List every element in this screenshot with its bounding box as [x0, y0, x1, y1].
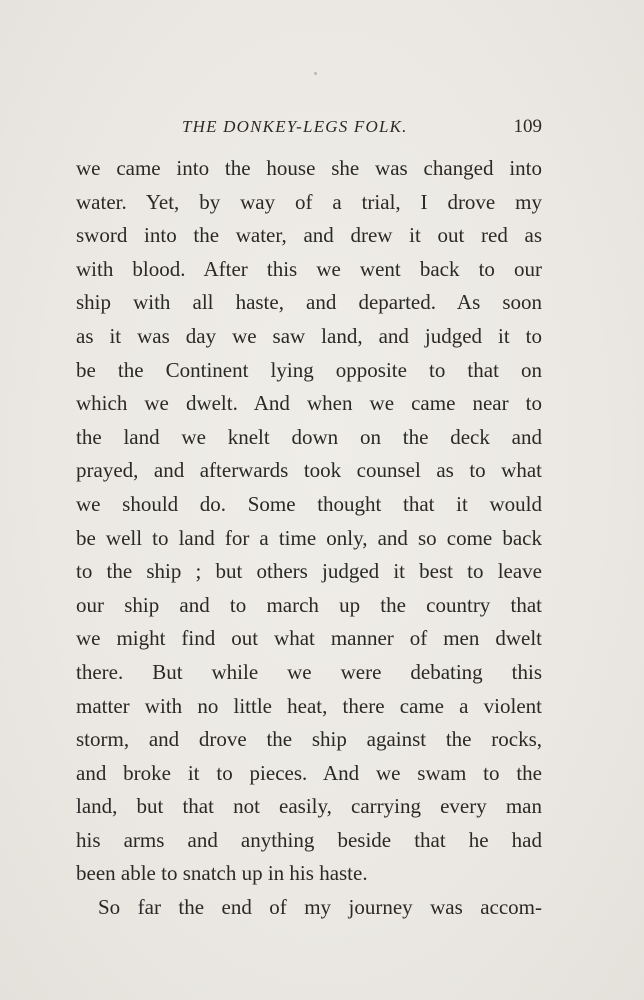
text-line: sword into the water, and drew it out red as	[76, 223, 542, 248]
text-line: to the ship ; but others judged it best to leave	[76, 559, 542, 584]
text-line: land, but that not easily, carrying every man	[76, 794, 542, 819]
text-line: we came into the house she was changed into	[76, 156, 542, 180]
text-line: which we dwelt. And when we came near to	[76, 391, 542, 416]
text-line: be the Continent lying opposite to that on	[76, 357, 542, 382]
text-line: and broke it to pieces. And we swam to the	[76, 760, 542, 785]
text-line: there. But while we were debating this	[76, 659, 542, 684]
text-line: storm, and drove the ship against the rocks,	[76, 727, 542, 752]
text-line: matter with no little heat, there came a violent	[76, 693, 542, 718]
text-line: the land we knelt down on the deck and	[76, 424, 542, 449]
text-line: water. Yet, by way of a trial, I drove my	[76, 189, 542, 214]
paragraph-end-line: been able to snatch up in his haste.	[76, 861, 368, 886]
text-line: as it was day we saw land, and judged it to	[76, 323, 542, 348]
text-line: be well to land for a time only, and so come back	[76, 525, 542, 550]
page-number: 109	[513, 116, 542, 137]
paper-speck	[314, 72, 317, 75]
text-line: ship with all haste, and departed. As soon	[76, 290, 542, 315]
text-line: his arms and anything beside that he had	[76, 827, 542, 852]
running-title: THE DONKEY-LEGS FOLK.	[182, 117, 408, 136]
text-line: with blood. After this we went back to our	[76, 256, 542, 281]
running-head	[76, 114, 542, 140]
paragraph-start-line: So far the end of my journey was accom-	[98, 895, 542, 920]
text-line: our ship and to march up the country that	[76, 592, 542, 617]
text-line: we should do. Some thought that it would	[76, 491, 542, 516]
body-text	[76, 152, 542, 925]
text-line: prayed, and afterwards took counsel as to what	[76, 458, 542, 483]
text-line: we might find out what manner of men dwelt	[76, 626, 542, 651]
